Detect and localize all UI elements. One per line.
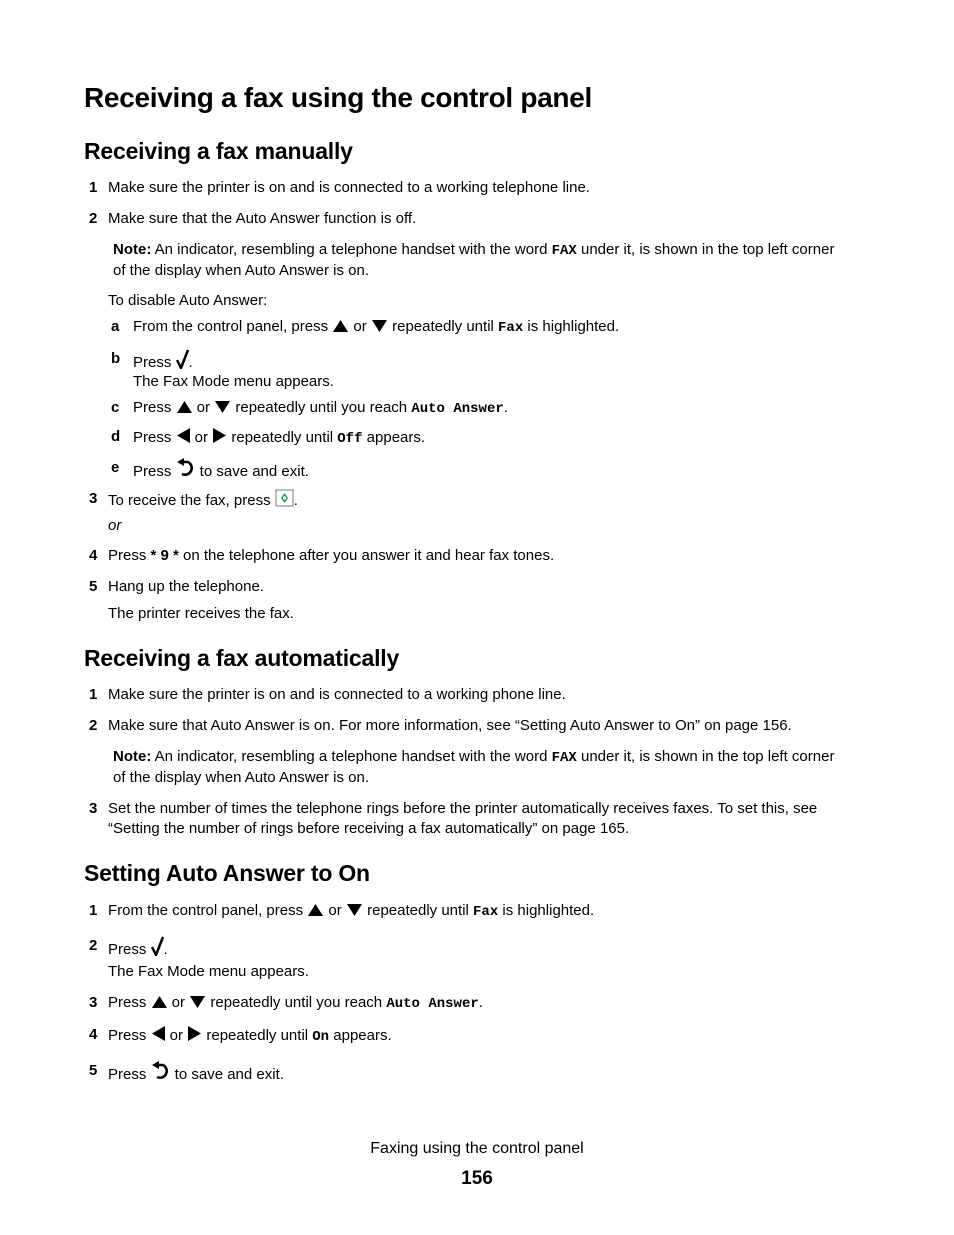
step-number: 4 xyxy=(89,1026,98,1043)
step-text: Make sure that Auto Answer is on. For more information, see “Setting Auto Answer to On” on page 156. xyxy=(108,717,792,734)
step-number: 5 xyxy=(89,1062,98,1079)
note-text: under it, is shown in the top left corner xyxy=(576,748,835,765)
right-arrow-icon xyxy=(212,427,227,444)
step-number: 2 xyxy=(89,937,98,954)
step-sub: The Fax Mode menu appears. xyxy=(108,963,309,980)
step-text: Press * 9 * on the telephone after you answer it and hear fax tones. xyxy=(108,547,555,564)
up-arrow-icon xyxy=(307,903,324,917)
step-number: 1 xyxy=(89,179,98,196)
substep-text: From the control panel, press or repeatedly until Fax is highlighted. xyxy=(133,318,620,336)
step-text: Make sure the printer is on and is connected to a working telephone line. xyxy=(108,179,590,196)
code-fax: Fax xyxy=(498,320,524,336)
step-text: Press or repeatedly until you reach Auto Answer. xyxy=(108,994,483,1012)
note-line2: of the display when Auto Answer is on. xyxy=(113,262,369,279)
right-arrow-icon xyxy=(187,1025,202,1042)
down-arrow-icon xyxy=(371,319,388,333)
step-text: Make sure that the Auto Answer function is off. xyxy=(108,210,417,227)
code-fax: FAX xyxy=(551,750,577,766)
substep-letter: c xyxy=(111,399,120,416)
substep-letter: b xyxy=(111,350,121,367)
up-arrow-icon xyxy=(176,400,193,414)
step-text: Set the number of times the telephone rings before the printer automatically receives faxes. To set this, see xyxy=(108,800,818,817)
step-number: 3 xyxy=(89,800,98,817)
back-icon xyxy=(176,458,196,478)
note-text: under it, is shown in the top left corner xyxy=(576,241,835,258)
step-text: Make sure the printer is on and is connected to a working phone line. xyxy=(108,686,566,703)
page-title: Receiving a fax using the control panel xyxy=(84,82,592,113)
step-number: 3 xyxy=(89,490,98,507)
code-fax: Fax xyxy=(473,904,499,920)
down-arrow-icon xyxy=(346,903,363,917)
code-fax: FAX xyxy=(551,243,577,259)
step-text: Press to save and exit. xyxy=(108,1061,284,1084)
step-text: Press . xyxy=(108,936,168,959)
or-text: or xyxy=(108,517,122,534)
left-arrow-icon xyxy=(151,1025,166,1042)
note-text: An indicator, resembling a telephone handset with the word xyxy=(151,748,552,765)
note-text: An indicator, resembling a telephone handset with the word xyxy=(151,241,552,258)
section-heading-manual: Receiving a fax manually xyxy=(84,138,353,164)
step-number: 1 xyxy=(89,686,98,703)
section-heading-auto-answer: Setting Auto Answer to On xyxy=(84,860,370,886)
step-number: 4 xyxy=(89,547,98,564)
code-off: Off xyxy=(337,431,363,447)
step-text: “Setting the number of rings before receiving a fax automatically” on page 165. xyxy=(108,820,630,837)
code-auto-answer: Auto Answer xyxy=(411,401,504,417)
substep-text: Press . xyxy=(133,349,193,372)
down-arrow-icon xyxy=(214,400,231,414)
footer-section: Faxing using the control panel xyxy=(370,1140,584,1157)
step-text: Press or repeatedly until On appears. xyxy=(108,1027,392,1045)
down-arrow-icon xyxy=(189,995,206,1009)
start-icon xyxy=(275,489,294,507)
step-number: 1 xyxy=(89,902,98,919)
note-line2: of the display when Auto Answer is on. xyxy=(113,769,369,786)
note-label: Note: xyxy=(113,241,152,258)
substep-text: Press or repeatedly until Off appears. xyxy=(133,429,426,447)
note-label: Note: xyxy=(113,748,152,765)
page-number: 156 xyxy=(461,1168,493,1189)
substep-sub: The Fax Mode menu appears. xyxy=(133,373,334,390)
checkmark-icon xyxy=(176,349,189,369)
checkmark-icon xyxy=(151,936,164,956)
step-text: Hang up the telephone. xyxy=(108,578,264,595)
step-number: 2 xyxy=(89,717,98,734)
code-auto-answer: Auto Answer xyxy=(386,996,479,1012)
substep-letter: a xyxy=(111,318,120,335)
note xyxy=(113,240,834,261)
left-arrow-icon xyxy=(176,427,191,444)
step-text: To receive the fax, press . xyxy=(108,489,298,510)
up-arrow-icon xyxy=(151,995,168,1009)
up-arrow-icon xyxy=(332,319,349,333)
step-number: 5 xyxy=(89,578,98,595)
substep-text: Press or repeatedly until you reach Auto Answer. xyxy=(133,399,508,417)
step-number: 2 xyxy=(89,210,98,227)
substep-letter: d xyxy=(111,428,121,445)
note xyxy=(113,747,834,768)
step-sub: The printer receives the fax. xyxy=(108,605,294,622)
disable-intro: To disable Auto Answer: xyxy=(108,292,268,309)
section-heading-automatic: Receiving a fax automatically xyxy=(84,645,400,671)
substep-text: Press to save and exit. xyxy=(133,458,309,481)
step-text: From the control panel, press or repeatedly until Fax is highlighted. xyxy=(108,902,595,920)
code-on: On xyxy=(312,1029,330,1045)
step-number: 3 xyxy=(89,994,98,1011)
substep-letter: e xyxy=(111,459,120,476)
back-icon xyxy=(151,1061,171,1081)
